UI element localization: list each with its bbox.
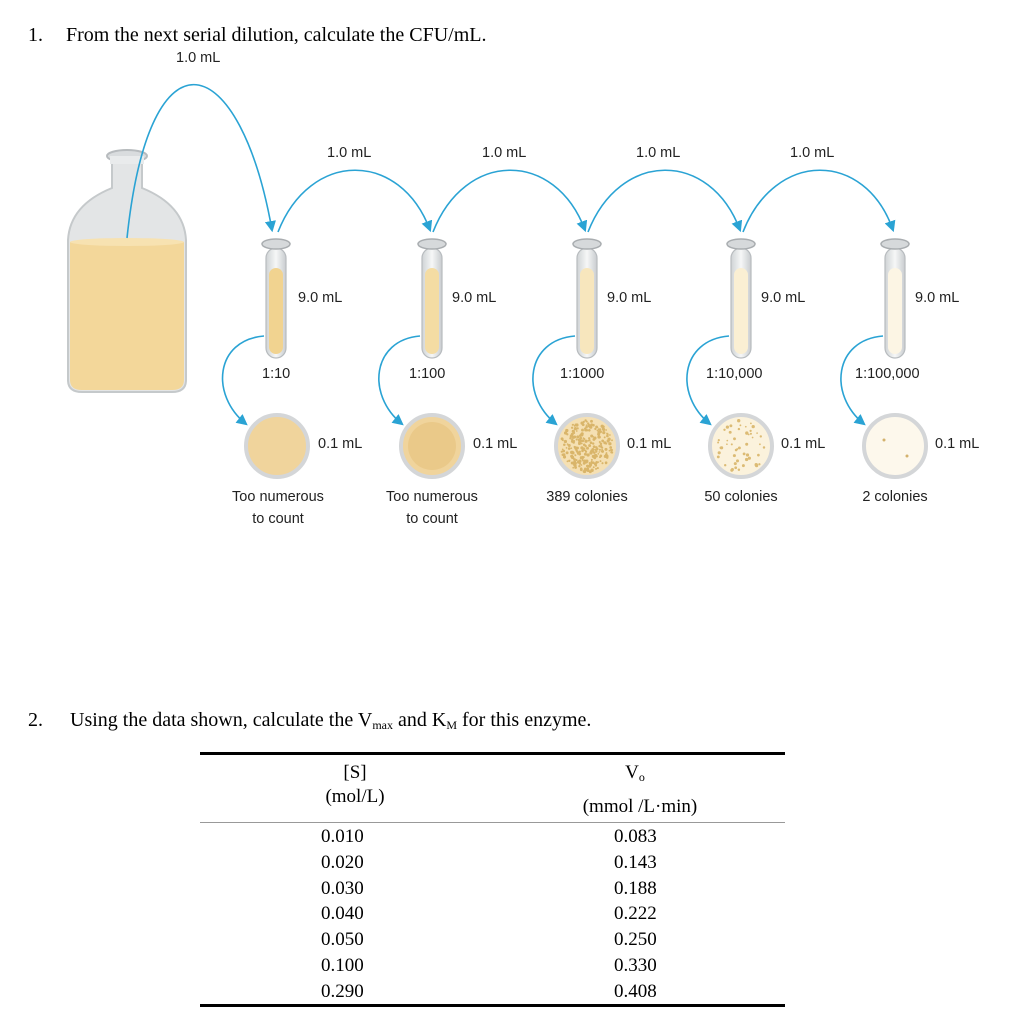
colony-dot (564, 432, 567, 435)
colony-dot (597, 467, 599, 469)
colony-dot (573, 432, 575, 434)
colony-dot (742, 464, 745, 467)
dilution-label-4: 1:10,000 (706, 366, 763, 382)
colony-dot (595, 426, 598, 429)
colony-dot (572, 424, 574, 426)
bottle-transfer-label: 1.0 mL (176, 50, 221, 66)
colony-dot (745, 458, 748, 461)
colony-dot (752, 425, 755, 428)
transfer-arrow-4 (743, 170, 893, 232)
colony-dot (571, 462, 574, 465)
colony-dot (730, 469, 733, 472)
colony-dot (606, 433, 608, 435)
cell-substrate-concentration: 0.050 (321, 929, 364, 951)
colony-dot (589, 425, 592, 428)
colony-dot (588, 440, 590, 442)
tube-4 (727, 239, 755, 358)
colony-dot (599, 455, 602, 458)
colony-dot (756, 432, 758, 434)
colony-dot (592, 438, 595, 441)
plate-4 (710, 415, 772, 477)
cell-initial-velocity: 0.330 (614, 955, 657, 976)
transfer-label-2: 1.0 mL (482, 145, 527, 161)
colony-dot (579, 451, 581, 453)
colony-dot (588, 429, 591, 432)
colony-dot (578, 465, 580, 467)
colony-dot (561, 437, 564, 440)
colony-dot (598, 451, 600, 453)
plate-volume-1: 0.1 mL (318, 436, 363, 452)
header-v-line1: $V_o$ (625, 762, 645, 784)
colony-dot (604, 448, 607, 451)
question-1-text: From the next serial dilution, calculate the CFU/mL. (66, 24, 487, 46)
colony-dot (605, 442, 607, 444)
colony-dot (583, 443, 586, 446)
colony-dot (718, 439, 720, 441)
colony-dot (738, 428, 740, 430)
colony-dot (591, 435, 593, 437)
plate-3 (556, 415, 618, 477)
colony-dot (605, 429, 607, 431)
colony-dot (597, 433, 600, 436)
kinetics-table (200, 752, 785, 1007)
colony-dot (586, 465, 589, 468)
colony-dot (578, 453, 581, 456)
colony-dot (745, 443, 748, 446)
colony-dot (591, 459, 593, 461)
transfer-label-1: 1.0 mL (327, 145, 372, 161)
cell-substrate-concentration: 0.290 (321, 980, 364, 1002)
colony-dot (729, 424, 732, 427)
dilution-label-2: 1:100 (409, 366, 446, 382)
colony-dot (590, 420, 593, 423)
cell-initial-velocity: 0.083 (614, 826, 657, 847)
colony-dot (570, 447, 572, 449)
colony-dot (611, 439, 613, 441)
colony-dot (601, 462, 603, 464)
colony-dot (737, 419, 740, 422)
tube-1 (262, 239, 290, 358)
colony-dot (580, 433, 583, 436)
colony-dot (593, 445, 596, 448)
colony-dot (717, 455, 720, 458)
colony-dot (576, 430, 578, 432)
colony-dot (731, 443, 733, 445)
colony-dot (592, 442, 594, 444)
colony-dot (574, 459, 576, 461)
tube-volume-4: 9.0 mL (761, 290, 806, 306)
tube-volume-3: 9.0 mL (607, 290, 652, 306)
cell-substrate-concentration: 0.030 (321, 877, 364, 899)
colony-dot (594, 456, 596, 458)
plate-result-5: 2 colonies (862, 489, 928, 505)
colony-dot (736, 459, 739, 462)
colony-dot (602, 427, 605, 430)
colony-dot (750, 423, 752, 425)
colony-dot (750, 433, 752, 435)
tube-volume-5: 9.0 mL (915, 290, 960, 306)
plate-result-1 (208, 486, 348, 530)
colony-dot (572, 441, 574, 443)
colony-dot (726, 440, 728, 442)
header-v-line2: (mmol /L·min) (582, 796, 698, 817)
colony-dot (576, 438, 578, 440)
cell-substrate-concentration: 0.020 (321, 851, 364, 873)
colony-dot (733, 454, 736, 457)
colony-dot (585, 426, 588, 429)
colony-dot (720, 447, 723, 450)
plate-result-2-line2: to count (406, 511, 458, 527)
colony-dot (580, 446, 583, 449)
tube-3 (573, 239, 601, 358)
colony-dot (739, 424, 741, 426)
table-header-rule (200, 822, 785, 823)
plate-result-3: 389 colonies (546, 489, 628, 505)
stock-bottle (68, 150, 186, 392)
colony-dot (609, 434, 611, 436)
plate-result-1-line2: to count (252, 511, 304, 527)
colony-dot (584, 419, 586, 421)
colony-dot (735, 449, 738, 452)
colony-dot (587, 454, 589, 456)
colony-dot (599, 428, 601, 430)
colony-dot (718, 451, 721, 454)
plate-volume-3: 0.1 mL (627, 436, 672, 452)
colony-dot (584, 447, 586, 449)
cell-initial-velocity: 0.143 (614, 851, 657, 873)
tube-volume-1: 9.0 mL (298, 290, 343, 306)
colony-dot (581, 429, 584, 432)
colony-dot (571, 451, 573, 453)
colony-dot (572, 467, 574, 469)
colony-dot (729, 431, 732, 434)
colony-dot (574, 427, 577, 430)
plate-result-4: 50 colonies (704, 489, 778, 505)
cell-initial-velocity: 0.250 (614, 929, 657, 951)
colony-dot (578, 439, 581, 442)
colony-dot (759, 443, 761, 445)
colony-dot (743, 452, 746, 455)
colony-dot (607, 439, 610, 442)
colony-dot (745, 431, 748, 434)
colony-dot (757, 454, 760, 457)
dilution-label-3: 1:1000 (560, 366, 605, 382)
colony-dot (582, 457, 584, 459)
colony-dot (752, 437, 754, 439)
colony-dot (583, 437, 585, 439)
colony-dot (592, 470, 594, 472)
colony-dot (575, 424, 577, 426)
colony-dot (745, 426, 747, 428)
plate-result-1-line1: Too numerous (232, 489, 324, 505)
colony-dot (746, 453, 749, 456)
colony-dot (584, 460, 587, 463)
colony-dot (575, 455, 577, 457)
colony-dot (581, 439, 584, 442)
colony-dot (609, 450, 611, 452)
plate-2 (401, 415, 463, 477)
colony-dot (584, 440, 587, 443)
colony-dot (601, 439, 604, 442)
colony-dot (580, 467, 583, 470)
colony-dot (586, 424, 588, 426)
colony-dot (609, 446, 612, 449)
colony-dot (582, 423, 585, 426)
dilution-label-1: 1:10 (262, 366, 291, 382)
colony-dot (562, 453, 565, 456)
colony-dot (606, 435, 609, 438)
colony-dot (597, 430, 599, 432)
colony-dot (610, 449, 613, 452)
cell-substrate-concentration: 0.100 (321, 955, 364, 976)
cell-substrate-concentration: 0.040 (321, 903, 364, 925)
table-bottom-rule (200, 1004, 785, 1007)
colony-dot (600, 460, 602, 462)
colony-dot (610, 451, 612, 453)
colony-dot (568, 460, 570, 462)
plate-1 (246, 415, 308, 477)
transfer-arrow-3 (588, 170, 740, 232)
colony-dot (726, 443, 728, 445)
colony-dot (568, 447, 571, 450)
question-1-number: 1. (28, 24, 43, 46)
colony-dot (601, 447, 603, 449)
colony-dot (763, 446, 765, 448)
plate-volume-2: 0.1 mL (473, 436, 518, 452)
plate-result-2 (362, 486, 502, 530)
table-top-rule (200, 752, 785, 755)
colony-dot (564, 440, 567, 443)
colony-dot (569, 437, 571, 439)
colony-dot (588, 444, 591, 447)
transfer-label-4: 1.0 mL (790, 145, 835, 161)
colony-dot (562, 450, 565, 453)
transfer-arrow-2 (433, 170, 585, 232)
colony-dot (586, 447, 589, 450)
colony-dot (608, 442, 611, 445)
colony-dot (563, 443, 566, 446)
cell-initial-velocity: 0.222 (614, 903, 657, 925)
cell-initial-velocity: 0.188 (614, 877, 657, 899)
colony-dot (738, 469, 740, 471)
colony-dot (599, 449, 601, 451)
colony-dot (738, 446, 741, 449)
colony-dot (590, 441, 593, 444)
cell-substrate-concentration: 0.010 (321, 826, 364, 847)
colony-dot (593, 466, 595, 468)
colony-dot (566, 451, 569, 454)
colony-dot (606, 456, 608, 458)
colony-dot (724, 464, 726, 466)
colony-dot (590, 449, 593, 452)
colony-dot (601, 450, 604, 453)
cell-initial-velocity: 0.408 (614, 980, 657, 1002)
colony-dot (581, 450, 584, 453)
header-s-line1: [S] (343, 762, 367, 783)
colony-dot (574, 466, 577, 469)
colony-dot (571, 456, 574, 459)
question-2-number: 2. (28, 709, 43, 731)
colony-dot (584, 453, 587, 456)
colony-dot (589, 463, 592, 466)
tube-5 (881, 239, 909, 358)
colony-dot (575, 464, 577, 466)
colony-dot (758, 463, 760, 465)
colony-dot (597, 453, 599, 455)
plate-result-2-line1: Too numerous (386, 489, 478, 505)
colony-dot (755, 464, 758, 467)
colony-dot (605, 453, 608, 456)
colony-dot (595, 468, 597, 470)
header-s-line2: (mol/L) (325, 786, 385, 807)
colony-dot (605, 461, 608, 464)
colony-dot (717, 442, 719, 444)
plate-volume-5: 0.1 mL (935, 436, 980, 452)
colony-dot (600, 443, 603, 446)
colony-dot (749, 430, 751, 432)
colony-dot (734, 462, 737, 465)
colony-dot (585, 451, 587, 453)
colony-dot (583, 421, 585, 423)
colony-dot (602, 431, 605, 434)
colony-dot (726, 425, 729, 428)
colony-dot (568, 444, 571, 447)
colony-dot (578, 460, 581, 463)
plate-5 (864, 415, 926, 477)
question-2-text: Using the data shown, calculate the $V_{max}$ and $K_M$ for this enzyme. (70, 709, 592, 732)
colony-dot (576, 447, 579, 450)
transfer-label-3: 1.0 mL (636, 145, 681, 161)
colony-dot (760, 435, 762, 437)
colony-dot (572, 436, 575, 439)
colony-dot (566, 447, 568, 449)
colony-dot (579, 442, 581, 444)
colony-dot (571, 427, 573, 429)
colony-dot (733, 437, 736, 440)
transfer-arrow-1 (278, 170, 430, 232)
colony-dot (594, 449, 596, 451)
colony-dot (748, 457, 751, 460)
colony-dot (591, 461, 593, 463)
colony-dot (582, 460, 584, 462)
colony-dot (589, 470, 592, 473)
dilution-label-5: 1:100,000 (855, 366, 920, 382)
plating-arrow-1 (223, 336, 264, 424)
colony-dot (604, 436, 606, 438)
plate-volume-4: 0.1 mL (781, 436, 826, 452)
colony-dot (597, 461, 599, 463)
colony-dot (723, 429, 725, 431)
colony-dot (734, 466, 737, 469)
colony-dot (576, 435, 579, 438)
colony-dot (586, 429, 589, 432)
tube-volume-2: 9.0 mL (452, 290, 497, 306)
colony-dot (598, 436, 600, 438)
colony-dot (599, 430, 602, 433)
tube-2 (418, 239, 446, 358)
colony-dot (581, 464, 583, 466)
